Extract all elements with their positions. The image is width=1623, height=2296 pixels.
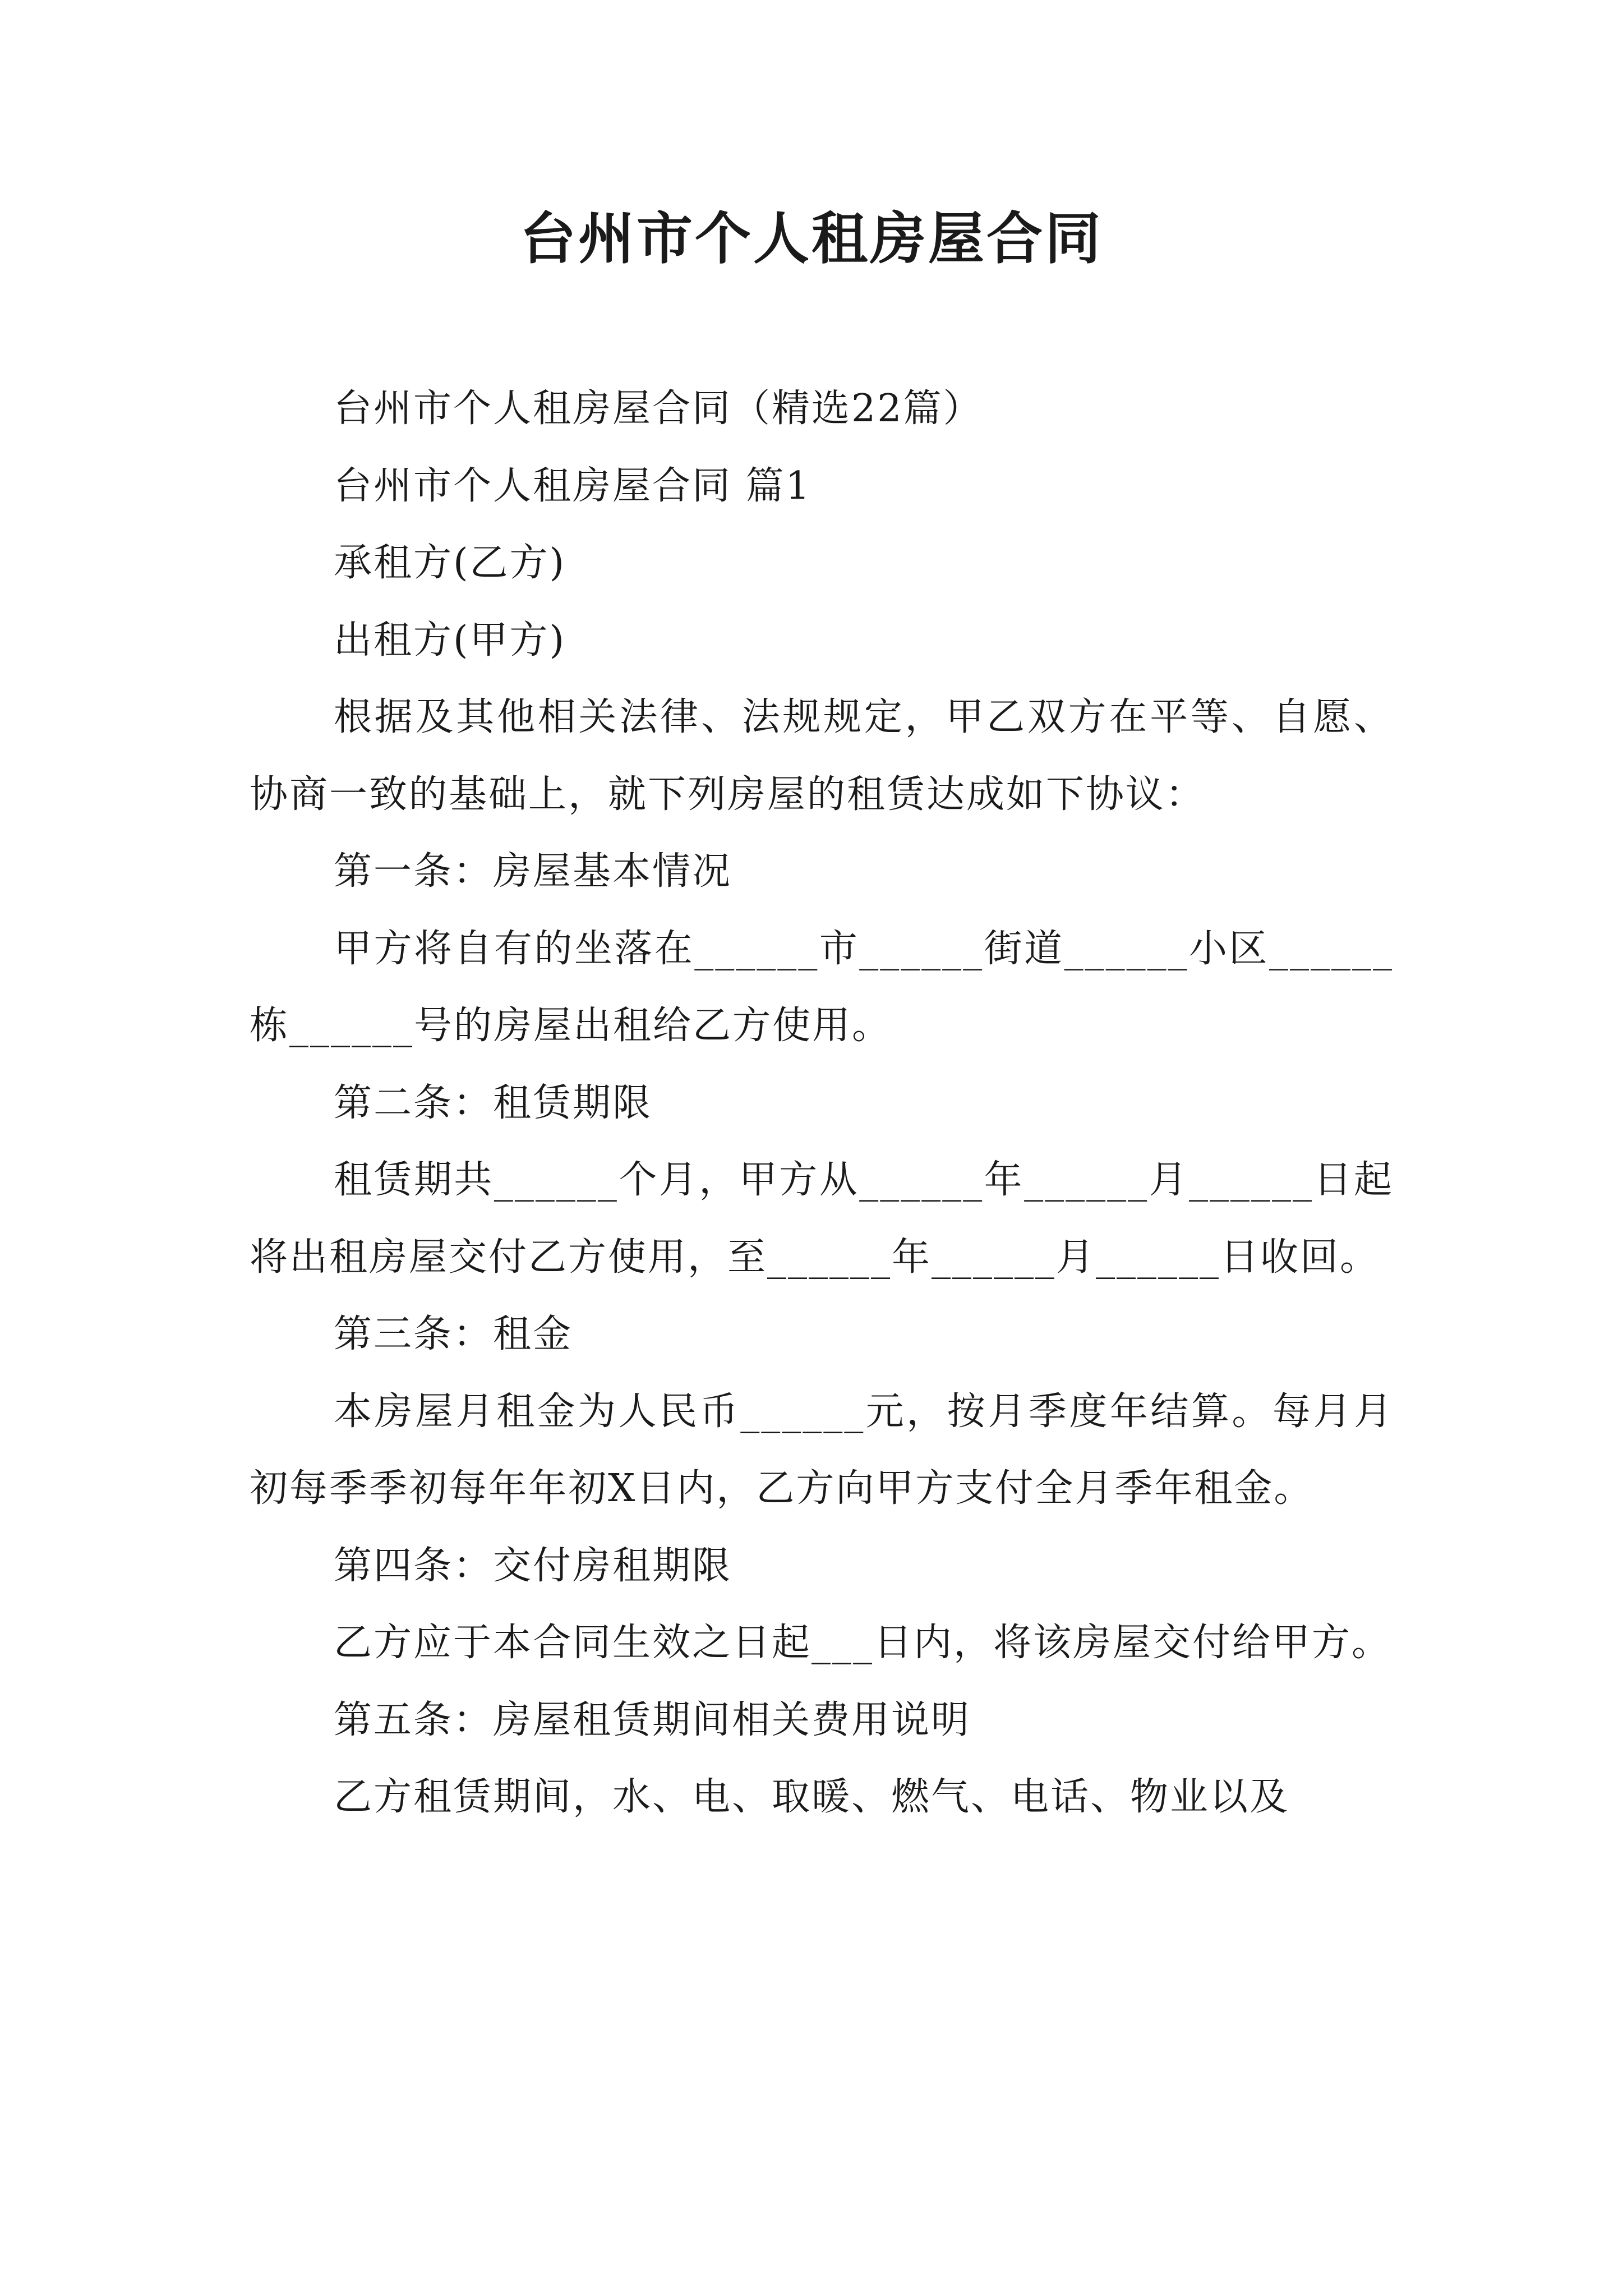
clause-3-heading: 第三条：租金 — [334, 1312, 573, 1356]
paragraph-preamble: 根据及其他相关法律、法规规定，甲乙双方在平等、自愿、协商一致的基础上，就下列房屋的租赁达成如下协议： — [250, 695, 1394, 817]
clause-5-heading: 第五条：房屋租赁期间相关费用说明 — [334, 1697, 971, 1742]
clause-2-text: 租赁期共______个月，甲方从______年______月______日起将出租房屋交付乙方使用，至______年______月______日收回。 — [250, 1158, 1394, 1280]
paragraph-subtitle: 台州市个人租房屋合同（精选22篇） — [334, 386, 983, 431]
document-body — [250, 370, 1394, 1836]
document-title: 台州市个人租房屋合同 — [520, 205, 1103, 272]
clause-5-text: 乙方租赁期间，水、电、取暖、燃气、电话、物业以及 — [334, 1775, 1290, 1819]
paragraph-landlord: 出租方(甲方) — [334, 618, 566, 662]
clause-1-text: 甲方将自有的坐落在______市______街道______小区______栋______号的房屋出租给乙方使用。 — [250, 926, 1394, 1048]
clause-4-text: 乙方应于本合同生效之日起___日内，将该房屋交付给甲方。 — [334, 1621, 1392, 1665]
clause-2-heading: 第二条：租赁期限 — [334, 1080, 653, 1125]
paragraph-section-heading: 台州市个人租房屋合同 篇1 — [334, 463, 811, 508]
clause-1-heading: 第一条：房屋基本情况 — [334, 849, 732, 894]
clause-3-text: 本房屋月租金为人民币______元，按月季度年结算。每月月初每季季初每年年初X日内，乙方向甲方支付全月季年租金。 — [250, 1389, 1394, 1511]
paragraph-tenant: 承租方(乙方) — [334, 541, 566, 585]
clause-4-heading: 第四条：交付房租期限 — [334, 1543, 732, 1588]
